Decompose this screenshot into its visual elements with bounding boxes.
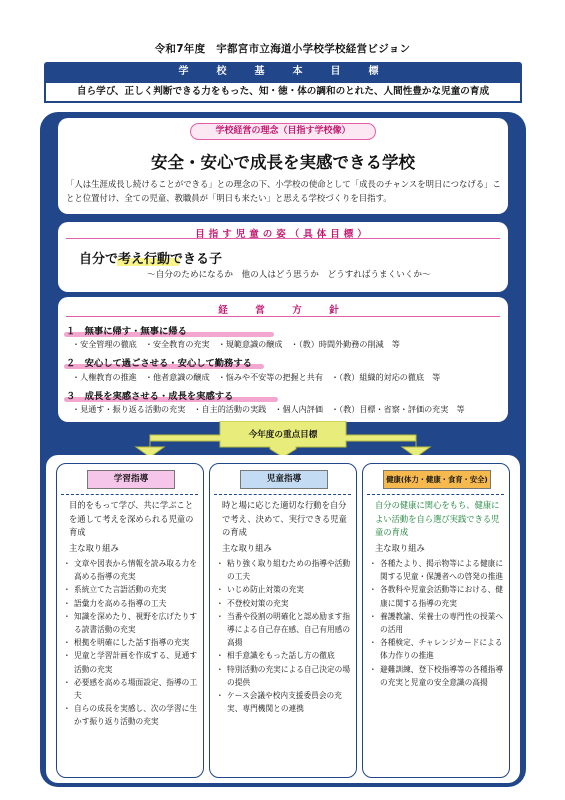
list-item: ・ 養護教諭、栄養士の専門性の授業への活用 (371, 610, 505, 636)
list-item: ・ 不登校対策の充実 (218, 597, 352, 610)
column-heading: 児童指導 (240, 470, 328, 489)
policy-item-2-title: ２ 安心して過ごさせる・安心して勤務する (66, 358, 252, 369)
page-title: 令和7年度 宇都宮市立海道小学校学校経営ビジョン (154, 43, 411, 55)
divider (66, 238, 500, 239)
column-goal: 目的をもって学び、共に学ぶことを通して考えを深められる児童の育成 (69, 500, 194, 537)
policy-item-3-detail: ・見通す・振り返る活動の充実 ・自主的活動の実践 ・個人内評価 ・（教）目標・省察・評価の充実 等 (72, 404, 465, 414)
list-item: ・ ケース会議や校内支援委員会の充実、専門機関との連携 (218, 689, 352, 715)
column-goal: 自分の健康に関心をもち、健康によい活動を自ら選び実践できる児童の育成 (375, 500, 500, 537)
list-item: ・ 各教科や児童会活動等における、健康に関する指導の充実 (371, 583, 505, 609)
list-item: ・ 当番や役割の明確化と認め励ます指導による自己存在感、自己有用感の高揚 (218, 610, 352, 650)
ideal-child-main: 自分で考え行動できる子 (79, 252, 223, 267)
initiative-list (371, 557, 505, 689)
list-item: ・ いじめ防止対策の充実 (218, 583, 352, 596)
list-item: ・ 特別活動の充実による自己決定の場の提供 (218, 663, 352, 689)
student-guidance-column (209, 463, 357, 778)
list-item: ・ 自らの成長を実感し、次の学習に生かす振り返り活動の充実 (65, 702, 199, 728)
column-sublabel: 主な取り組み (222, 543, 272, 553)
ideal-child-sub: ～自分のためになるか 他の人はどう思うか どうすればうまくいくか～ (147, 270, 431, 280)
list-item: ・ 必要感を高める場面設定、指導の工夫 (65, 676, 199, 702)
list-item: ・ 児童と学習計画を作成する、見通す活動の充実 (65, 649, 199, 675)
list-item: ・ 知識を深めたり、視野を広げたりする読書活動の充実 (65, 610, 199, 636)
philosophy-description: 「人は生涯成長し続けることができる」との理念の下、小学校の使命として「成長のチャンスを明日につなげる」ことと位置付け、全ての児童、教職員が「明日も来たい」と思える学校づくりを目指す。 (66, 179, 501, 203)
school-goal-heading: 学 校 基 本 目 標 (44, 62, 522, 81)
divider (214, 494, 351, 495)
column-goal: 時と場に応じた適切な行動を自分で考え、決めて、実行できる児童の育成 (222, 500, 347, 537)
policy-item-3-title: ３ 成長を実感させる・成長を実感する (66, 391, 234, 402)
school-goal-text: 自ら学び、正しく判断できる力をもった、知・徳・体の調和のとれた、人間性豊かな児童の育成 (44, 81, 522, 103)
school-motto: 安全・安心で成長を実感できる学校 (151, 153, 415, 172)
column-sublabel: 主な取り組み (69, 543, 119, 553)
divider (66, 316, 500, 317)
list-item: ・ 粘り強く取り組むための指導や活動の工夫 (218, 557, 352, 583)
column-heading: 学習指導 (87, 470, 175, 489)
policy-item-1-detail: ・安全管理の徹底 ・安全教育の充実 ・規範意識の醸成 ・（教）時間外勤務の削減 等 (72, 339, 400, 349)
list-item: ・ 文章や図表から情報を読み取る力を高める指導の充実 (65, 557, 199, 583)
list-item: ・ 語彙力を高める指導の工夫 (65, 597, 199, 610)
health-column (362, 463, 510, 778)
philosophy-label: 学校経営の理念（目指す学校像） (190, 123, 376, 140)
policy-item-1-title: １ 無事に帰す・無事に帰る (66, 326, 187, 337)
policy-item-2-detail: ・人権教育の推進 ・他者意識の醸成 ・悩みや不安等の把握と共有 ・（教）組織的対応の徹底 等 (72, 372, 441, 382)
learning-guidance-column (56, 463, 204, 778)
list-item: ・ 各種たより、掲示物等による健康に関する児童・保護者への啓発の推進 (371, 557, 505, 583)
policy-heading: 経 営 方 針 (218, 305, 348, 316)
priority-label: 今年度の重点目標 (248, 430, 318, 440)
list-item: ・ 根拠を明確にした話す指導の充実 (65, 636, 199, 649)
column-sublabel: 主な取り組み (375, 543, 425, 553)
list-item: ・ 各種検定、チャレンジカードによる体力作りの推進 (371, 636, 505, 662)
list-item: ・ 相手意識をもった話し方の徹底 (218, 649, 352, 662)
divider (61, 494, 198, 495)
initiative-list (65, 557, 199, 729)
initiative-list (218, 557, 352, 715)
divider (367, 494, 504, 495)
ideal-child-heading: 目指す児童の姿（具体目標） (195, 229, 371, 240)
column-heading: 健康(体力・健康・食育・安全) (383, 470, 491, 489)
list-item: ・ 避難訓練、登下校指導等の各種指導の充実と児童の安全意識の高揚 (371, 663, 505, 689)
list-item: ・ 系統立てた言語活動の充実 (65, 583, 199, 596)
